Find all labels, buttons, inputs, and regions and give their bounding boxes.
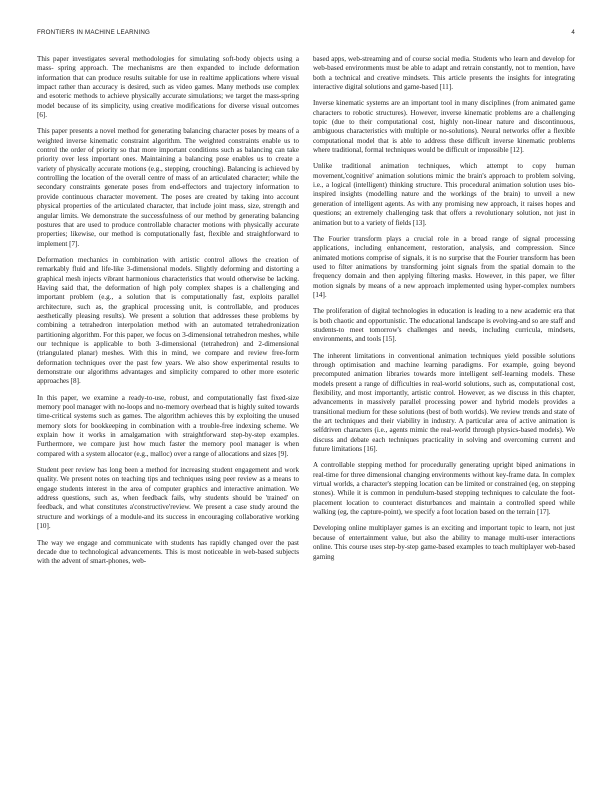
paragraph: This paper investigates several methodologies for simulating soft-body objects using a mass- spring approach. The mechanisms are then expanded to include deformation information that can produce results suitable for use in realtime applications where visual impact rather than accuracy is desired, such as video games. Many methods use complex and esoteric methods to achieve physically accurate simulations; we target the mass-spring model because of its simplicity, using creative modifications for diverse visual outcomes [6]. [37, 55, 299, 120]
paragraph: The Fourier transform plays a crucial role in a broad range of signal processing applications, including enhancement, restoration, analysis, and compression. Since animated motions comprise of signals, it is no surprise that the Fourier transform has been used to filter animations by transforming joint signals from the spatial domain to the frequency domain and then applying filtering masks. However, in this paper, we filter motion signals by means of a new approach implemented using hyper-complex numbers [14]. [313, 234, 575, 299]
page-number: 4 [571, 29, 575, 36]
paragraph: A controllable stepping method for procedurally generating upright biped animations in real-time for three dimensional changing environments without key-frame data. In complex virtual worlds, a character's stepping location can be limited or constrained (eg, on stepping stones). While it is common in pendulum-based stepping techniques to calculate the foot-placement location to counteract disturbances and maintain a controlled speed while walking (eg, the capture-point), we specify a foot location based on the terrain [17]. [313, 461, 575, 517]
paragraph: In this paper, we examine a ready-to-use, robust, and computationally fast fixed-size memory pool manager with no-loops and no-memory overhead that is highly suited towards time-critical systems such as games. The algorithm achieves this by exploiting the unused memory slots for bookkeeping in combination with a trouble-free indexing scheme. We explain how it works in amalgamation with straightforward step-by-step examples. Furthermore, we compare just how much faster the memory pool manager is when compared with a system allocator (e.g., malloc) over a range of allocations and sizes [9]. [37, 393, 299, 458]
paragraph: The way we engage and communicate with students has rapidly changed over the past decade due to technological advancements. This is most noticeable in web-based subjects with the advent of smart-phones, web- [37, 538, 299, 566]
paragraph: Student peer review has long been a method for increasing student engagement and work quality. We present notes on teaching tips and techniques using peer review as a means to engage students interest in the area of computer graphics and interactive animation. We address questions, such as, when feedback fails, why students should be 'trained' on feedback, and what constitutes a'constructive'review. We present a case study around the structure and workings of a module-and its success in encouraging collaborative working [10]. [37, 466, 299, 531]
paragraph: Deformation mechanics in combination with artistic control allows the creation of remarkably fluid and life-like 3-dimensional models. Slightly deforming and distorting a graphical mesh injects vibrant harmonious characteristics that would otherwise be lacking. Having said that, the deformation of high poly complex shapes is a challenging and important problem (e.g., a solution that is computationally fast, exploits parallel architecture, such as, the graphical processing unit, is controllable, and produces aesthetically pleasing results). We present a solution that addresses these problems by combining a tetrahedron interpolation method with an automated tetrahedronization partitioning algorithm. For this paper, we focus on 3-dimensional tetrahedron meshes, while our technique is applicable to both 3-dimensional (tetrahedron) and 2-dimensional (triangulated planar) meshes. With this in mind, we compare and review free-form deformation techniques over the past few years. We also show experimental results to demonstrate our algorithms advantages and simplicity compared to other more esoteric approaches [8]. [37, 255, 299, 386]
running-header [37, 29, 575, 39]
paragraph: Unlike traditional animation techniques, which attempt to copy human movement,'cognitive' animation solutions mimic the brain's approach to problem solving, i.e., a logical (intelligent) thinking structure. This procedural animation solution uses bio-inspired insights (modelling nature and the workings of the brain) to unveil a new generation of intelligent agents. As with any promising new approach, it raises hopes and questions; an extremely challenging task that offers a revolutionary solution, not just in animation but to a variety of fields [13]. [313, 162, 575, 227]
paragraph: The proliferation of digital technologies in education is leading to a new academic era that is both chaotic and opportunistic. The educational landscape is evolving-and so are staff and students-to meet tomorrow's challenges and needs, including curricula, mindsets, environments, and tools [15]. [313, 307, 575, 344]
running-title: FRONTIERS IN MACHINE LEARNING [37, 29, 151, 36]
paragraph: based apps, web-streaming and of course social media. Students who learn and develop for web-based environments must be able to adapt and retrain constantly, not to mention, have both a technical and creative mindsets. This article presents the insights for integrating interactive digital solutions and game-based [11]. [313, 55, 575, 92]
paragraph: Inverse kinematic systems are an important tool in many disciplines (from animated game characters to robotic structures). However, inverse kinematic problems are a challenging topic (due to their computational cost, highly non-linear nature and discontinuous, ambiguous characteristics with multiple or no-solutions). Neural networks offer a flexible computational model that is able to address these difficult inverse kinematic problems where traditional, formal techniques would be difficult or impossible [12]. [313, 99, 575, 155]
right-column [313, 55, 575, 785]
paragraph: The inherent limitations in conventional animation techniques yield possible solutions through optimisation and machine learning paradigms. For example, going beyond precomputed animation libraries towards more intelligent self-learning models. These models present a range of difficulties in real-world solutions, such as, computational cost, flexibility, and most importantly, artistic control. However, as we discuss in this chapter, advancements in massively parallel processing power and hybrid models provides a transitional medium for these solutions (best of both worlds). We review trends and state of the art techniques and their viability in industry. A particular area of active animation is selfdriven characters (i.e., agents mimic the real-world through physics-based models). We discuss and debate each techniques practicality in solving and overcoming current and future limitations [16]. [313, 351, 575, 454]
left-column [37, 55, 299, 785]
paragraph: This paper presents a novel method for generating balancing character poses by means of a weighted inverse kinematic constraint algorithm. The weighted constraints enable us to control the order of priority so that more important conditions such as balancing can take priority over less important ones. Maintaining a balancing pose enables us to create a variety of physically accurate motions (e.g., stepping, crouching). Balancing is achieved by controlling the location of the overall centre of mass of an articulated character; while the secondary constraints generate poses from end-effectors and trajectory information to provide continuous character movement. The poses are created by taking into account physical properties of the articulated character, that include joint mass, size, strength and angular limits. We demonstrate the successfulness of our method by generating balancing postures that are used to produce controllable character motions with physically accurate properties; likewise, our method is computationally fast, flexible and straightforward to implement [7]. [37, 127, 299, 248]
paragraph: Developing online multiplayer games is an exciting and important topic to learn, not just because of entertainment value, but also the ability to manage multi-user interactions online. This course uses step-by-step game-based examples to teach multiplayer web-based gaming [313, 524, 575, 561]
